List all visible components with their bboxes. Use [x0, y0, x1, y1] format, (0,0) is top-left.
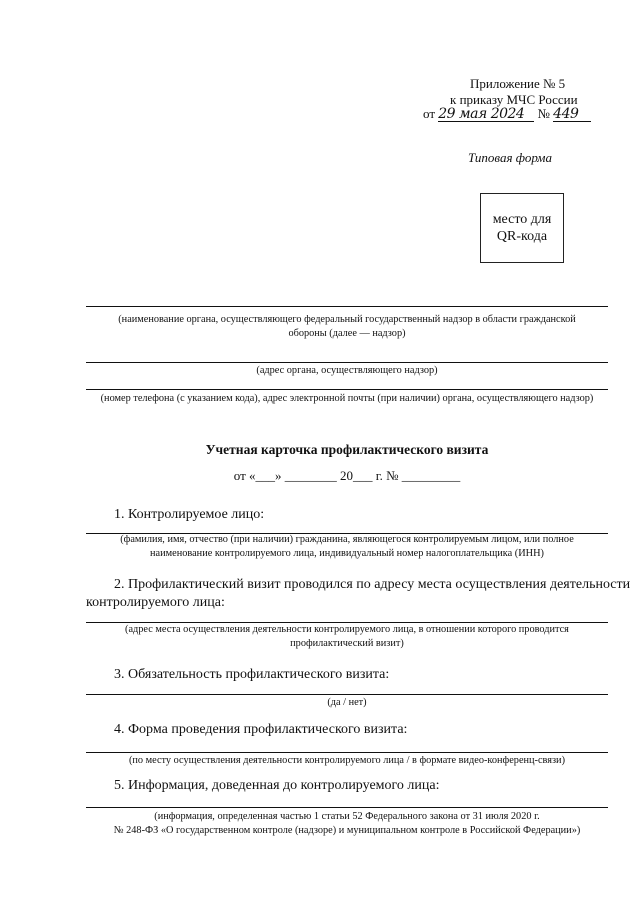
authority-name-line: [86, 306, 608, 307]
handwritten-date: 29 мая 2024: [438, 107, 534, 122]
handwritten-number: 449: [553, 107, 591, 122]
form-type-label: Типовая форма: [468, 150, 552, 165]
authority-address-caption: (адрес органа, осуществляющего надзор): [256, 365, 438, 376]
appendix-number: Приложение № 5: [470, 76, 566, 91]
section-1-caption: (фамилия, имя, отчество (при наличии) гражданина, являющегося контролируемым лицом, или полное наименование контролируемого лица, индивидуальный номер налогоплательщика (ИНН): [120, 534, 574, 559]
card-date-number-line: от «___» ________ 20___ г. № _________: [233, 468, 461, 483]
authority-address-line: [86, 362, 608, 363]
number-label: №: [537, 106, 550, 121]
section-3-line: [86, 694, 608, 695]
section-3-caption: (да / нет): [327, 697, 367, 708]
qr-text-line2: QR-кода: [496, 229, 548, 244]
section-4-line: [86, 752, 608, 753]
section-4-label: 4. Форма проведения профилактического визита:: [114, 722, 408, 737]
authority-contacts-caption: (номер телефона (с указанием кода), адрес электронной почты (при наличии) органа, осуществляющего надзор): [100, 393, 594, 404]
qr-code-placeholder: [480, 193, 564, 263]
order-date-line: [423, 106, 591, 122]
section-2-label: 2. Профилактический визит проводился по адресу места осуществления деятельности контролируемого лица:: [86, 577, 631, 610]
section-3-label: 3. Обязательность профилактического визита:: [114, 667, 390, 682]
card-title: Учетная карточка профилактического визита: [205, 442, 489, 457]
section-5-caption: (информация, определенная частью 1 статьи 52 Федерального закона от 31 июля 2020 г. № 248-ФЗ «О государственном контроле (надзоре) и муниципальном контроле в Российской Федерации»): [113, 811, 581, 836]
authority-caption: (наименование органа, осуществляющего федеральный государственный надзор в области гражданской обороны (далее — надзор): [118, 314, 576, 339]
section-4-caption: (по месту осуществления деятельности контролируемого лица / в формате видео-конференц-связи): [128, 755, 565, 766]
section-1-label: 1. Контролируемое лицо:: [114, 507, 265, 522]
authority-contacts-line: [86, 389, 608, 390]
section-5-line: [86, 807, 608, 808]
section-2-caption: (адрес места осуществления деятельности контролируемого лица, в отношении которого проводится профилактический визит): [125, 624, 569, 649]
section-5-label: 5. Информация, доведенная до контролируемого лица:: [114, 778, 440, 793]
order-reference: к приказу МЧС России: [450, 92, 578, 107]
qr-text-line1: место для: [492, 212, 552, 227]
from-label: от: [423, 106, 436, 121]
